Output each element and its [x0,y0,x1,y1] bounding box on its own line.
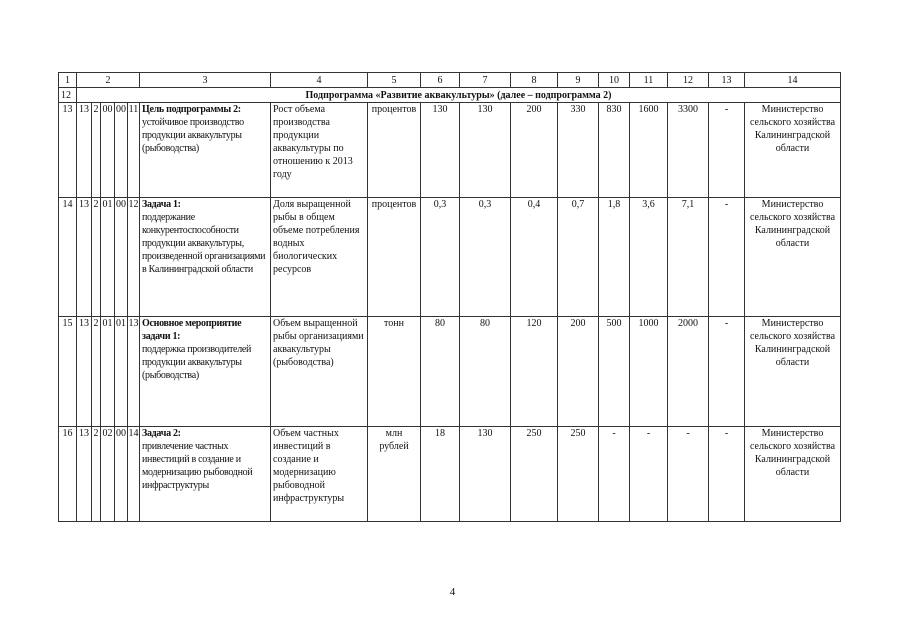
description-title: Задача 1: [142,199,181,210]
value-cell: 250 [558,427,599,522]
code-cell: 01 [115,317,128,427]
row-number: 14 [59,198,77,317]
header-cell: 8 [511,73,558,88]
description-cell [140,198,271,317]
value-cell: 0,4 [511,198,558,317]
subprogram-row [59,88,841,103]
value-cell: 0,3 [421,198,460,317]
description-text: поддержание конкурентоспособности продукции аквакультуры, произведенной организациями в Калининградской области [142,212,266,275]
subprogram-title: Подпрограмма «Развитие аквакультуры» (далее – подпрограмма 2) [77,88,841,103]
description-cell [140,317,271,427]
value-cell: 830 [599,103,630,198]
value-cell: - [709,103,745,198]
table-row [59,198,841,317]
value-cell: 0,7 [558,198,599,317]
header-cell: 12 [668,73,709,88]
header-cell: 13 [709,73,745,88]
value-cell: 200 [558,317,599,427]
table-row [59,427,841,522]
header-cell: 9 [558,73,599,88]
header-cell: 4 [271,73,368,88]
code-cell: 11 [128,103,140,198]
header-cell: 1 [59,73,77,88]
executor-cell: Министерство сельского хозяйства Калининградской области [745,103,841,198]
header-cell: 3 [140,73,271,88]
header-cell: 6 [421,73,460,88]
indicator-cell: Объем выращенной рыбы организациями аквакультуры (рыбоводства) [271,317,368,427]
indicator-cell: Объем частных инвестиций в создание и модернизацию рыбоводной инфраструктуры [271,427,368,522]
indicators-table [58,72,841,522]
code-cell: 02 [101,427,115,522]
value-cell: - [668,427,709,522]
value-cell: 130 [421,103,460,198]
code-cell: 13 [77,198,92,317]
code-cell: 13 [77,427,92,522]
executor-cell: Министерство сельского хозяйства Калининградской области [745,427,841,522]
page-number: 4 [449,586,456,598]
value-cell: 80 [421,317,460,427]
code-cell: 13 [77,317,92,427]
value-cell: 1600 [630,103,668,198]
code-cell: 13 [77,103,92,198]
header-cell: 7 [460,73,511,88]
row-number: 12 [59,88,77,103]
row-number: 15 [59,317,77,427]
description-title: Цель подпрограммы 2: [142,104,241,115]
table-row [59,317,841,427]
value-cell: 130 [460,103,511,198]
description-text: поддержка производителей продукции аквакультуры (рыбоводства) [142,344,252,381]
header-cell: 2 [77,73,140,88]
code-cell: 00 [115,198,128,317]
value-cell: - [709,317,745,427]
value-cell: 2000 [668,317,709,427]
value-cell: - [599,427,630,522]
description-text: привлечение частных инвестиций в создание и модернизацию рыбоводной инфраструктуры [142,441,253,491]
value-cell: 1,8 [599,198,630,317]
header-cell: 14 [745,73,841,88]
code-cell: 00 [115,427,128,522]
code-cell: 2 [92,198,101,317]
code-cell: 12 [128,198,140,317]
value-cell: 3300 [668,103,709,198]
code-cell: 01 [101,198,115,317]
code-cell: 00 [101,103,115,198]
code-cell: 01 [101,317,115,427]
row-number: 16 [59,427,77,522]
value-cell: - [709,198,745,317]
code-cell: 2 [92,317,101,427]
value-cell: - [709,427,745,522]
header-row [59,73,841,88]
header-cell: 10 [599,73,630,88]
unit-cell: тонн [368,317,421,427]
header-cell: 5 [368,73,421,88]
executor-cell: Министерство сельского хозяйства Калининградской области [745,317,841,427]
code-cell: 14 [128,427,140,522]
header-cell: 11 [630,73,668,88]
unit-cell: процентов [368,103,421,198]
indicator-cell: Рост объема производства продукции аквакультуры по отношению к 2013 году [271,103,368,198]
executor-cell: Министерство сельского хозяйства Калининградской области [745,198,841,317]
code-cell: 2 [92,103,101,198]
value-cell: 18 [421,427,460,522]
value-cell: 7,1 [668,198,709,317]
value-cell: 80 [460,317,511,427]
code-cell: 00 [115,103,128,198]
description-title: Задача 2: [142,428,181,439]
value-cell: - [630,427,668,522]
value-cell: 250 [511,427,558,522]
description-cell [140,427,271,522]
value-cell: 130 [460,427,511,522]
value-cell: 330 [558,103,599,198]
value-cell: 200 [511,103,558,198]
row-number: 13 [59,103,77,198]
unit-cell: млн рублей [368,427,421,522]
value-cell: 3,6 [630,198,668,317]
value-cell: 0,3 [460,198,511,317]
value-cell: 500 [599,317,630,427]
description-text: устойчивое производство продукции аквакультуры (рыбоводства) [142,117,244,154]
code-cell: 13 [128,317,140,427]
table-body [59,103,841,522]
value-cell: 1000 [630,317,668,427]
code-cell: 2 [92,427,101,522]
description-title: Основное мероприятие задачи 1: [142,318,242,342]
unit-cell: процентов [368,198,421,317]
value-cell: 120 [511,317,558,427]
table-row [59,103,841,198]
description-cell [140,103,271,198]
indicator-cell: Доля выращенной рыбы в общем объеме потребления водных биологических ресурсов [271,198,368,317]
